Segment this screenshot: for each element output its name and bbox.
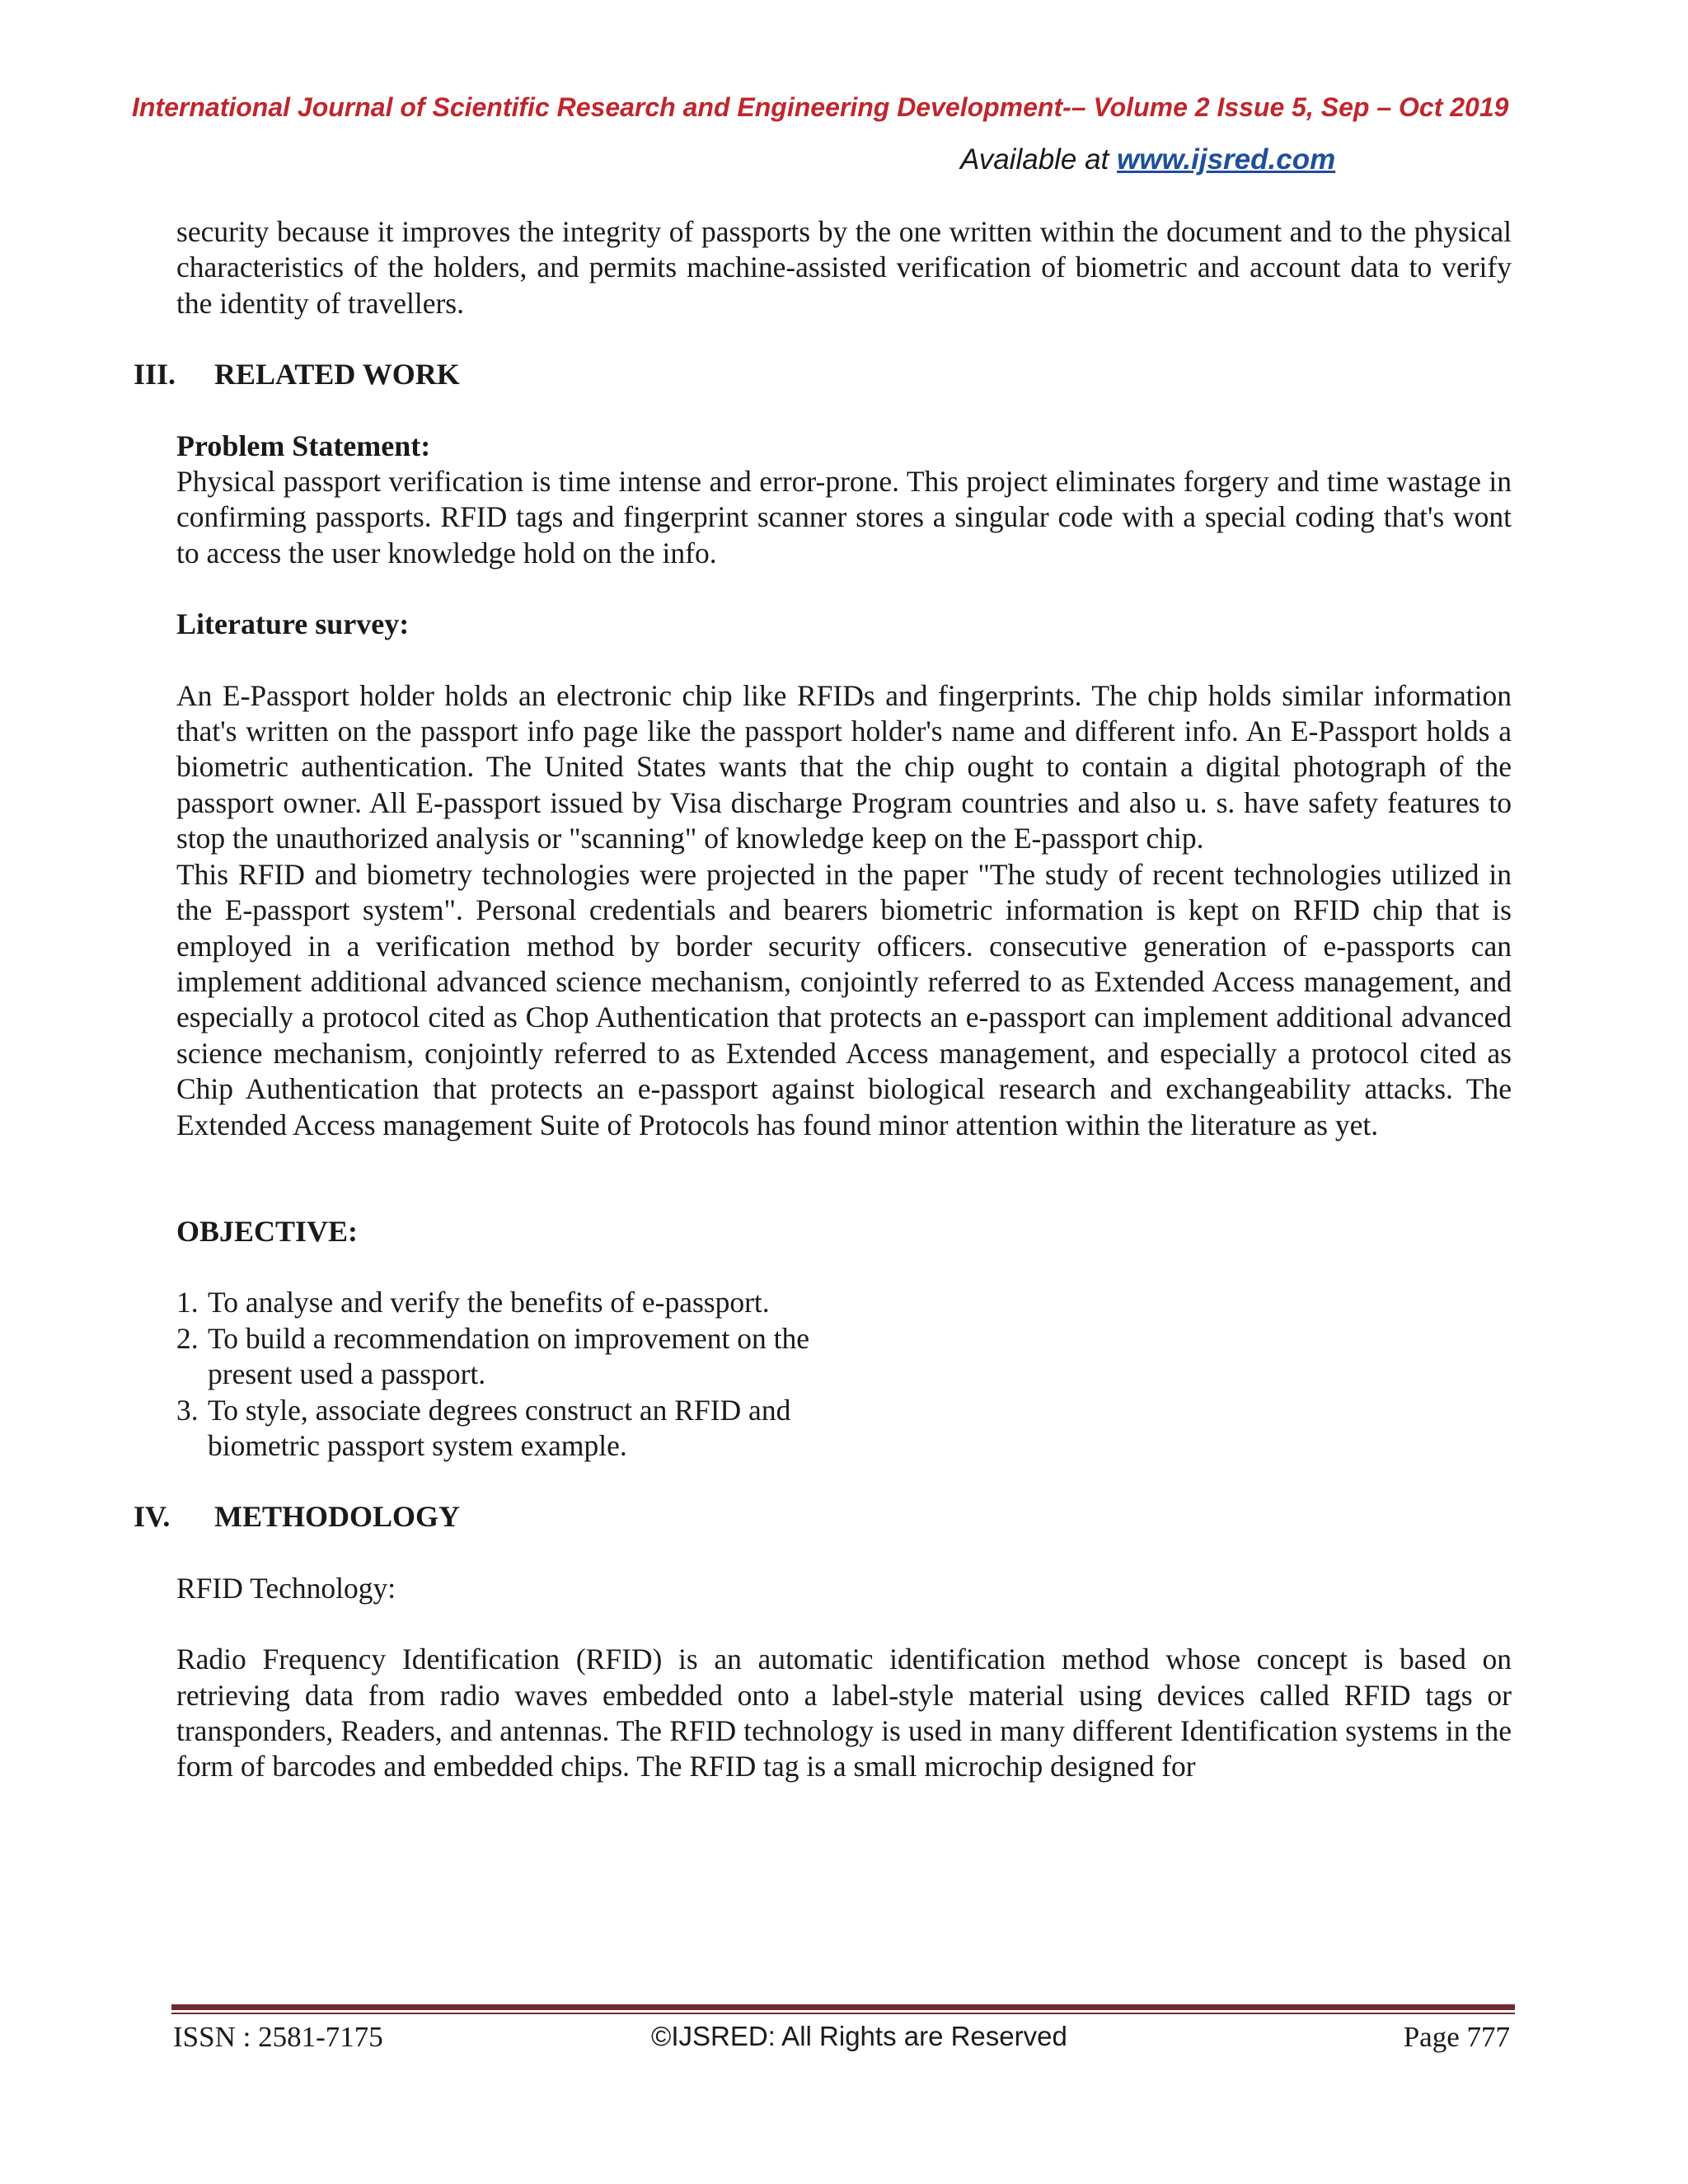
list-item-number: 2. <box>176 1321 199 1355</box>
footer-rule-thin <box>171 2013 1515 2014</box>
list-item <box>176 1393 869 1465</box>
footer-rule <box>171 2004 1515 2010</box>
list-item-text: To analyse and verify the benefits of e-passport. <box>208 1286 770 1319</box>
footer-issn: ISSN : 2581-7175 <box>173 2021 383 2053</box>
section-title: METHODOLOGY <box>214 1500 461 1534</box>
section-number: III. <box>134 358 176 391</box>
footer-page-number: Page 777 <box>1403 2021 1510 2053</box>
section-heading-related-work <box>134 357 1512 392</box>
list-item <box>176 1321 869 1393</box>
rfid-technology-text: Radio Frequency Identification (RFID) is an automatic identification method whose concept is based on retrieving data from radio waves embedded onto a label-style material using devices called RFID tags or transponders, Readers, and antennas. The RFID technology is used in many different Identification systems in the form of barcodes and embedded chips. The RFID tag is a small microchip designed for <box>176 1643 1512 1783</box>
rfid-technology-heading: RFID Technology: <box>176 1571 396 1605</box>
journal-title: International Journal of Scientific Research and Engineering Development-– Volume 2 Issue 5, Sep – Oct 2019 <box>132 92 1509 122</box>
intro-paragraph: security because it improves the integrity of passports by the one written within the document and to the physical characteristics of the holders, and permits machine-assisted verification of biometric and account data to verify the identity of travellers. <box>176 215 1512 320</box>
literature-survey-heading: Literature survey: <box>176 607 410 641</box>
literature-paragraph-1: An E-Passport holder holds an electronic chip like RFIDs and fingerprints. The chip holds similar information that's written on the passport info page like the passport holder's name and different info. An E-Passport holds a biometric authentication. The United States wants that the chip ought to contain a digital photograph of the passport owner. All E-passport issued by Visa discharge Program countries and also u. s. have safety features to stop the unauthorized analysis or "scanning" of knowledge keep on the E-passport chip. <box>176 678 1512 855</box>
problem-statement-text: Physical passport verification is time intense and error-prone. This project eliminates forgery and time wastage in confirming passports. RFID tags and fingerprint scanner stores a singular code with a special coding that's wont to access the user knowledge hold on the info. <box>176 465 1512 569</box>
list-item <box>176 1285 869 1320</box>
section-number: IV. <box>134 1500 171 1534</box>
footer-copyright: ©IJSRED: All Rights are Reserved <box>651 2021 1067 2051</box>
objective-heading: OBJECTIVE: <box>176 1214 359 1248</box>
journal-website-link[interactable]: www.ijsred.com <box>1117 143 1336 176</box>
list-item-text: To style, associate degrees construct an RFID and biometric passport system example. <box>208 1393 791 1462</box>
page-body <box>134 214 1512 1785</box>
list-item-number: 3. <box>176 1393 199 1427</box>
available-prefix: Available at <box>960 143 1118 176</box>
list-item-text: To build a recommendation on improvement on the present used a passport. <box>208 1321 810 1391</box>
list-item-number: 1. <box>176 1286 199 1319</box>
section-title: RELATED WORK <box>214 358 460 391</box>
section-heading-methodology <box>134 1499 1512 1535</box>
page-footer <box>173 2021 1510 2060</box>
literature-paragraph-2: This RFID and biometry technologies were projected in the paper "The study of recent technologies utilized in the E-passport system". Personal credentials and bearers biometric information is kept on RFID chip that is employed in a verification method by border security officers. consecutive generation of e-passports can implement additional advanced science mechanism, conjointly referred to as Extended Access management, and especially a protocol cited as Chop Authentication that protects an e-passport can implement additional advanced science mechanism, conjointly referred to as Extended Access management, and especially a protocol cited as Chip Authentication that protects an e-passport against biological research and exchangeability attacks. The Extended Access management Suite of Protocols has found minor attention within the literature as yet. <box>176 857 1512 1141</box>
availability-line <box>960 143 1335 176</box>
problem-statement-heading: Problem Statement: <box>176 429 431 462</box>
objectives-list <box>176 1285 869 1464</box>
